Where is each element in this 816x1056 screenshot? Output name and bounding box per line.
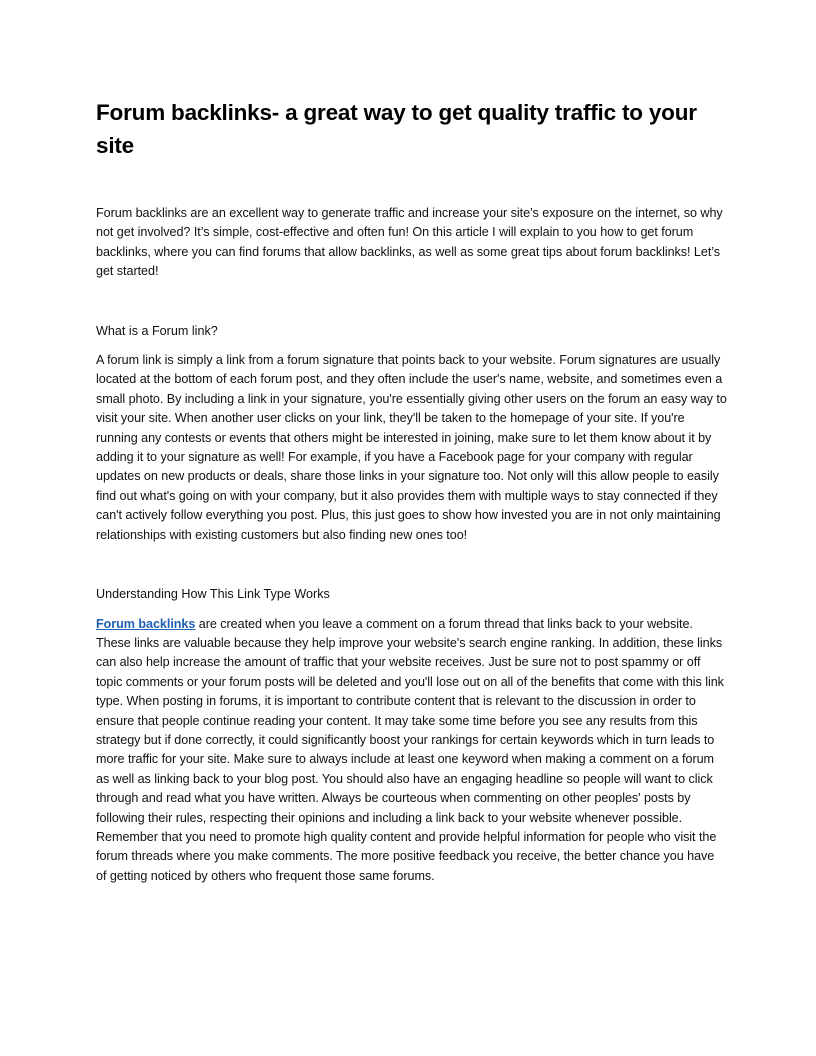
forum-backlinks-link[interactable]: Forum backlinks bbox=[96, 616, 196, 631]
document-page bbox=[96, 96, 728, 886]
section-body-what-is-forum-link: A forum link is simply a link from a forum signature that points back to your website. Forum signatures are usually located at the bottom of each forum post, and they often include the user's name, website, and sometimes even a small photo. By including a link in your signature, you're essentially giving other users on the forum an easy way to visit your site. When another user clicks on your link, they'll be taken to the homepage of your site. If you're running any contests or events that others might be interested in joining, make sure to let them know about it by adding it to your signature as well! For example, if you have a Facebook page for your company with regular updates on new products or deals, share those links in your signature too. Not only will this allow people to easily find out what's going on with your company, but it also provides them with multiple ways to stay connected if they can't actively follow everything you post. Plus, this just goes to show how invested you are in not only maintaining relationships with existing customers but also finding new ones too! bbox=[96, 353, 727, 542]
section-heading-how-link-works: Understanding How This Link Type Works bbox=[96, 587, 330, 602]
section-heading-what-is-forum-link: What is a Forum link? bbox=[96, 323, 218, 338]
section-body-how-link-works-text: are created when you leave a comment on a forum thread that links back to your website. These links are valuable because they help improve your website's search engine ranking. In addition, these links can also help increase the amount of traffic that your website receives. Just be sure not to post spammy or off topic comments or your forum posts will be deleted and you'll lose out on all of the benefits that come with this link type. When posting in forums, it is important to contribute content that is relevant to the discussion in order to ensure that people continue reading your content. It may take some time before you see any results from this strategy but if done correctly, it could significantly boost your rankings for certain keywords which in turn leads to more traffic for your site. Make sure to always include at least one keyword when making a comment on a forum as well as linking back to your blog post. You should also have an engaging headline so people will want to click through and read what you have written. Always be courteous when commenting on other peoples' posts by following their rules, respecting their opinions and including a link back to your website whenever possible. Remember that you need to promote high quality content and provide helpful information for people who visit the forum threads where you make comments. The more positive feedback you receive, the better chance you have of getting noticed by others who frequent those same forums. bbox=[96, 616, 724, 883]
intro-paragraph: Forum backlinks are an excellent way to generate traffic and increase your site’s exposure on the internet, so why not get involved? It’s simple, cost-effective and often fun! On this article I will explain to you how to get forum backlinks, where you can find forums that allow backlinks, as well as some great tips about forum backlinks! Let’s get started! bbox=[96, 206, 723, 279]
section-body-how-link-works bbox=[96, 615, 728, 887]
document-title: Forum backlinks- a great way to get quality traffic to your site bbox=[96, 100, 697, 158]
